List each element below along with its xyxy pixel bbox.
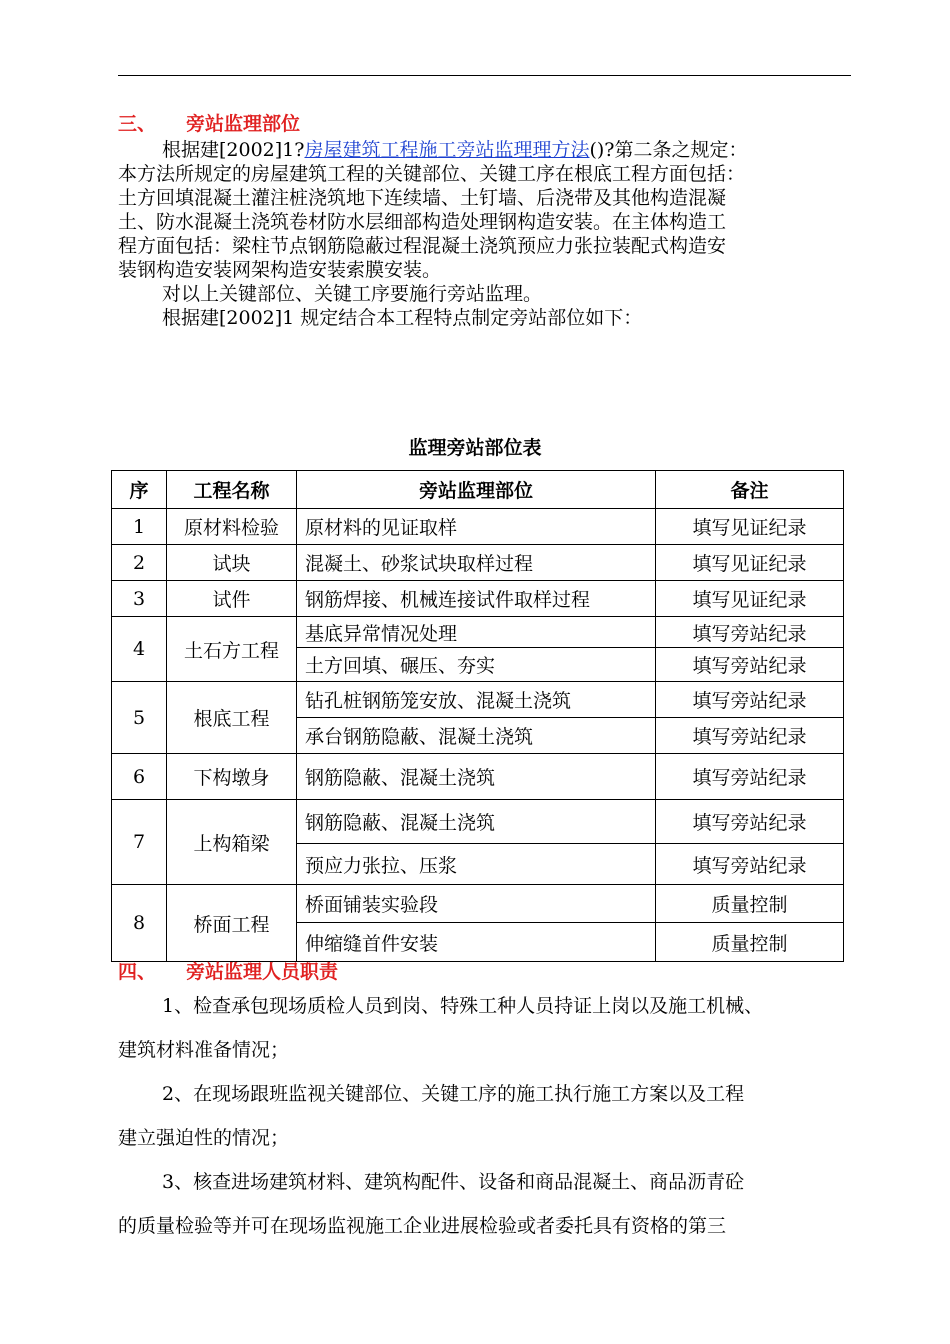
row-part: 原材料的见证取样 (297, 509, 656, 545)
section-3-heading (118, 112, 300, 136)
row-note: 填写旁站纪录 (656, 617, 844, 648)
row-note: 填写旁站纪录 (656, 800, 844, 844)
table-row (112, 617, 844, 648)
row-note: 填写见证纪录 (656, 545, 844, 581)
duty-3-line-1: 3、核查进场建筑材料、建筑构配件、设备和商品混凝土、商品沥青砼 (162, 1171, 745, 1193)
row-name: 桥面工程 (167, 885, 297, 962)
para-line-6: 装钢构造安装网架构造安装索膜安装。 (118, 259, 442, 281)
row-note: 填写旁站纪录 (656, 754, 844, 800)
row-name: 根底工程 (167, 682, 297, 754)
row-name: 下构墩身 (167, 754, 297, 800)
para-line-2: 本方法所规定的房屋建筑工程的关键部位、关键工序在根底工程方面包括： (118, 163, 746, 185)
duty-2-line-1: 2、在现场跟班监视关键部位、关键工序的施工执行施工方案以及工程 (162, 1083, 745, 1105)
table-row (112, 545, 844, 581)
header-part: 旁站监理部位 (297, 471, 656, 509)
row-part: 混凝土、砂浆试块取样过程 (297, 545, 656, 581)
section-4-heading (118, 960, 338, 984)
para-line-3: 土方回填混凝土灌注桩浇筑地下连续墙、土钉墙、后浇带及其他构造混凝 (118, 187, 727, 209)
table-caption: 监理旁站部位表 (408, 437, 542, 459)
para-suffix: ()?第二条之规定： (589, 139, 748, 161)
section-3-number: 三、 (118, 113, 157, 135)
monitoring-table (111, 470, 844, 962)
row-part: 伸缩缝首件安装 (297, 923, 656, 962)
row-name: 土石方工程 (167, 617, 297, 682)
row-note: 填写旁站纪录 (656, 718, 844, 754)
row-no: 7 (112, 800, 167, 885)
row-name: 试块 (167, 545, 297, 581)
section-4-body (118, 984, 858, 1248)
row-part: 承台钢筋隐蔽、混凝土浇筑 (297, 718, 656, 754)
para-line-1 (118, 138, 853, 162)
table-row (112, 754, 844, 800)
header-no: 序 (112, 471, 167, 509)
row-name: 原材料检验 (167, 509, 297, 545)
row-note: 质量控制 (656, 885, 844, 923)
duty-1-line-1: 1、检查承包现场质检人员到岗、特殊工种人员持证上岗以及施工机械、 (162, 995, 764, 1017)
table-row (112, 800, 844, 844)
row-part: 钻孔桩钢筋笼安放、混凝土浇筑 (297, 682, 656, 718)
para-line-4: 土、防水混凝土浇筑卷材防水层细部构造处理钢构造安装。在主体构造工 (118, 211, 727, 233)
table-header-row (112, 471, 844, 509)
duty-2-line-2: 建立强迫性的情况； (118, 1127, 290, 1149)
para-prefix: 根据建[2002]1? (162, 139, 305, 161)
row-note: 填写旁站纪录 (656, 682, 844, 718)
table-row (112, 509, 844, 545)
para-line-7: 对以上关键部位、关键工序要施行旁站监理。 (162, 283, 543, 305)
table-row (112, 581, 844, 617)
section-3-title: 旁站监理部位 (186, 113, 301, 135)
row-no: 1 (112, 509, 167, 545)
row-note: 填写旁站纪录 (656, 844, 844, 885)
row-note: 填写见证纪录 (656, 509, 844, 545)
row-name: 上构箱梁 (167, 800, 297, 885)
row-part: 钢筋隐蔽、混凝土浇筑 (297, 800, 656, 844)
table-row (112, 682, 844, 718)
section-4-title: 旁站监理人员职责 (186, 961, 339, 983)
row-part: 土方回填、碾压、夯实 (297, 648, 656, 682)
row-part: 桥面铺装实验段 (297, 885, 656, 923)
section-4-number: 四、 (118, 961, 157, 983)
row-no: 5 (112, 682, 167, 754)
row-no: 3 (112, 581, 167, 617)
row-name: 试件 (167, 581, 297, 617)
section-3-paragraph (118, 138, 853, 330)
table-row (112, 885, 844, 923)
header-note: 备注 (656, 471, 844, 509)
para-line-5: 程方面包括：梁柱节点钢筋隐蔽过程混凝土浇筑预应力张拉装配式构造安 (118, 235, 727, 257)
row-part: 预应力张拉、压浆 (297, 844, 656, 885)
duty-1-line-2: 建筑材料准备情况； (118, 1039, 290, 1061)
para-line-8: 根据建[2002]1 规定结合本工程特点制定旁站部位如下： (162, 307, 643, 329)
row-note: 填写旁站纪录 (656, 648, 844, 682)
row-no: 4 (112, 617, 167, 682)
regulation-link[interactable]: 房屋建筑工程施工旁站监理理方法 (304, 139, 590, 161)
row-no: 2 (112, 545, 167, 581)
row-note: 质量控制 (656, 923, 844, 962)
row-no: 8 (112, 885, 167, 962)
row-part: 基底异常情况处理 (297, 617, 656, 648)
row-part: 钢筋隐蔽、混凝土浇筑 (297, 754, 656, 800)
header-rule (118, 75, 851, 76)
duty-3-line-2: 的质量检验等并可在现场监视施工企业进展检验或者委托具有资格的第三 (118, 1215, 727, 1237)
row-note: 填写见证纪录 (656, 581, 844, 617)
row-part: 钢筋焊接、机械连接试件取样过程 (297, 581, 656, 617)
header-name: 工程名称 (167, 471, 297, 509)
row-no: 6 (112, 754, 167, 800)
